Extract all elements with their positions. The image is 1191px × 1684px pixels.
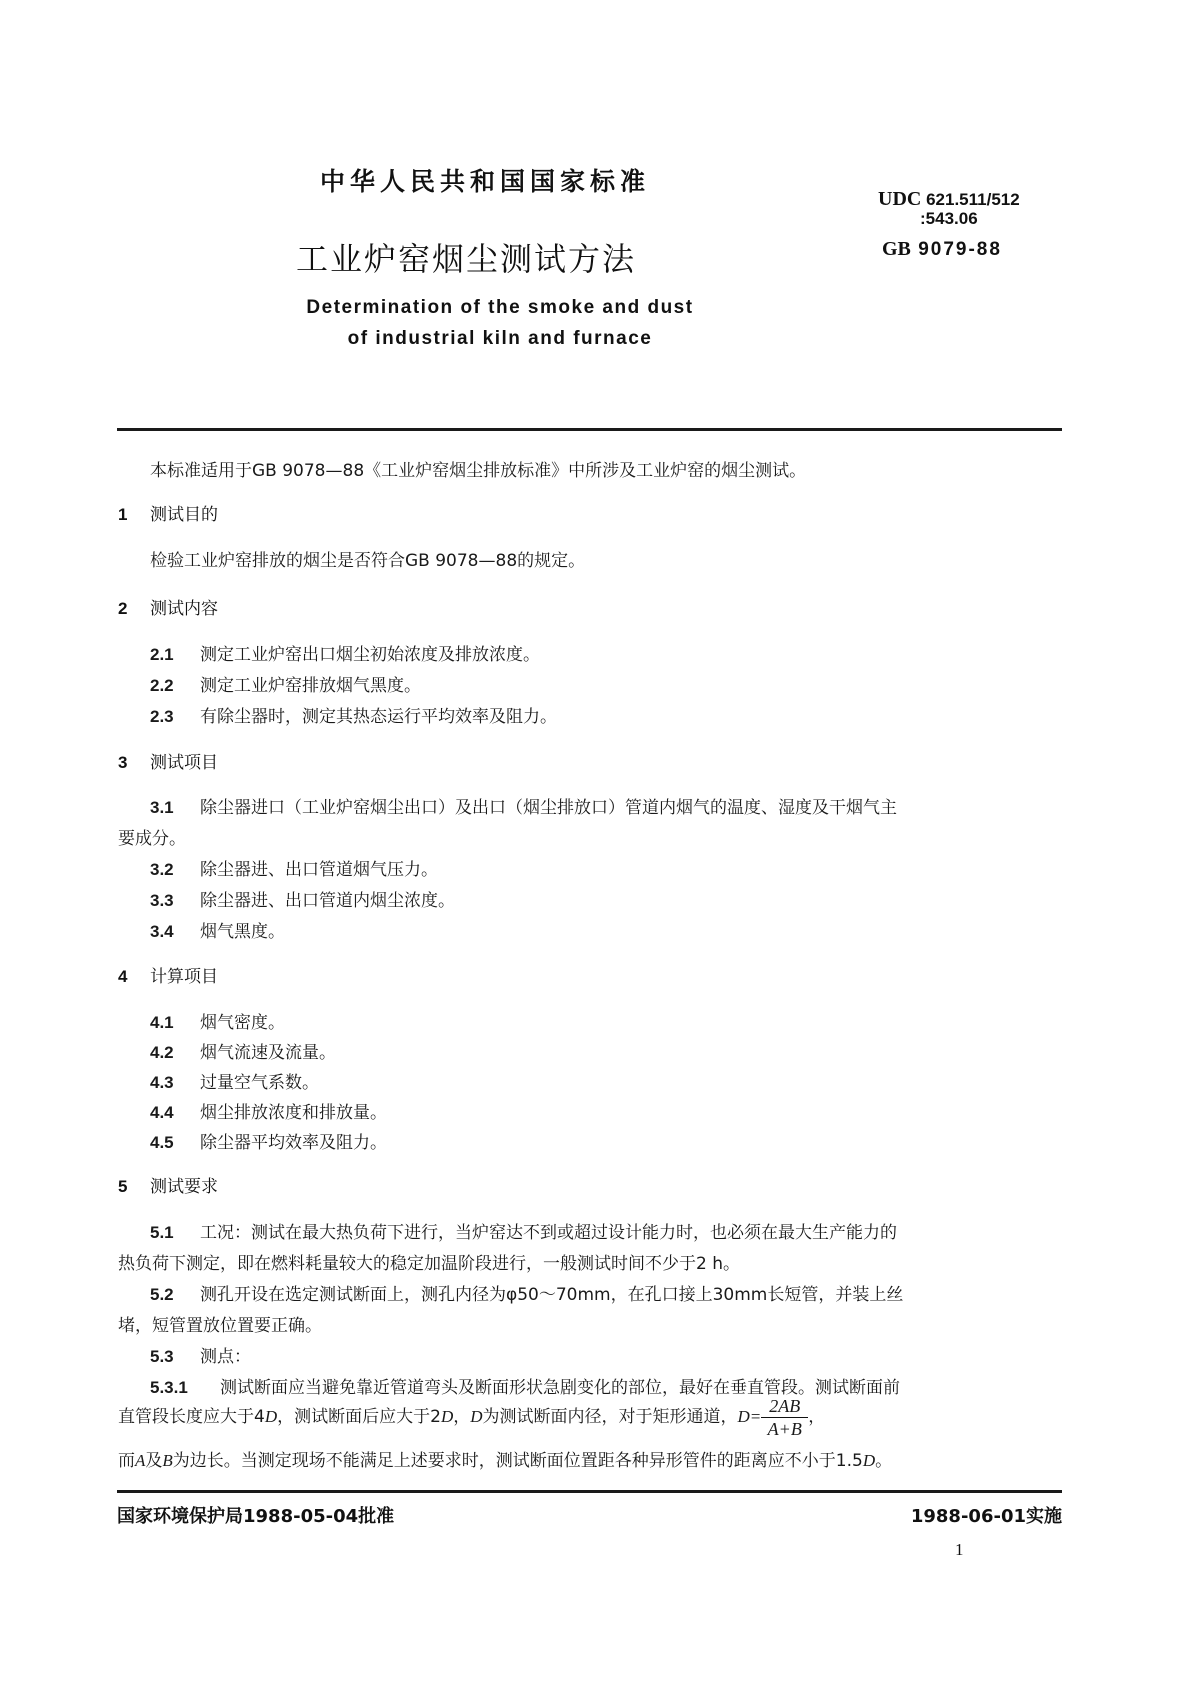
item-text: 工况：测试在最大热负荷下进行，当炉窑达不到或超过设计能力时，也必须在最大生产能力的: [200, 1223, 897, 1243]
item-number: 3.1: [150, 798, 174, 817]
approval-note: 国家环境保护局1988-05-04批准: [117, 1506, 395, 1527]
formula-lhs: D=: [737, 1407, 762, 1426]
item-number: 3.4: [150, 922, 174, 941]
title-en-line-2: of industrial kiln and furnace: [347, 328, 653, 349]
item-text: 有除尘器时，测定其热态运行平均效率及阻力。: [200, 707, 557, 727]
item-number: 3.2: [150, 860, 174, 879]
text-run: ，测试断面后应大于2: [277, 1407, 441, 1427]
item-number: 5.3.1: [150, 1378, 188, 1397]
item-text: 过量空气系数。: [200, 1073, 319, 1093]
item-text: 烟气流速及流量。: [200, 1043, 336, 1063]
section-number: 5: [118, 1177, 128, 1196]
section-1-body: 检验工业炉窑排放的烟尘是否符合GB 9078—88的规定。: [150, 551, 586, 571]
item-text: 测试断面应当避免靠近管道弯头及断面形状急剧变化的部位，最好在垂直管段。测试断面前: [220, 1378, 900, 1398]
text-run: 为测试断面内径，对于矩形通道，: [482, 1407, 738, 1427]
item-2-3: [150, 702, 557, 727]
item-4-4: [150, 1098, 387, 1123]
item-5-1: [150, 1218, 897, 1243]
formula-denominator: A+B: [767, 1418, 802, 1439]
text-run: 直管段长度应大于4: [118, 1407, 265, 1427]
item-text: 烟气黑度。: [200, 922, 285, 942]
section-number: 4: [118, 967, 128, 986]
item-text: 测定工业炉窑出口烟尘初始浓度及排放浓度。: [200, 645, 540, 665]
section-title: 测试要求: [150, 1177, 218, 1197]
section-title: 计算项目: [150, 967, 218, 987]
item-number: 2.1: [150, 645, 174, 664]
udc-prefix: UDC: [878, 188, 922, 210]
item-3-4: [150, 917, 285, 942]
item-3-1-continuation: 要成分。: [118, 829, 186, 849]
item-5-3-1-line-2: [118, 1394, 825, 1440]
national-standard-heading: 中华人民共和国国家标准: [320, 167, 651, 196]
item-text: 测孔开设在选定测试断面上，测孔内径为φ50～70mm，在孔口接上30mm长短管，并装上丝: [200, 1285, 904, 1305]
variable-d: D: [264, 1407, 278, 1426]
item-number: 5.2: [150, 1285, 174, 1304]
item-2-1: [150, 640, 540, 665]
item-number: 4.2: [150, 1043, 174, 1062]
item-5-3: [150, 1342, 251, 1367]
text-run: 及: [145, 1451, 163, 1471]
udc-line-1: 621.511/512: [926, 190, 1020, 209]
section-title: 测试内容: [150, 599, 218, 619]
item-5-2: [150, 1280, 903, 1305]
section-2-heading: [118, 594, 218, 619]
formula-fraction: [761, 1395, 808, 1440]
udc-code: [878, 190, 1020, 228]
item-number: 4.1: [150, 1013, 174, 1032]
udc-line-2: :543.06: [920, 209, 978, 228]
item-5-3-1-line-3: [118, 1446, 892, 1471]
item-text: 测点：: [200, 1347, 251, 1367]
item-text: 烟气密度。: [200, 1013, 285, 1033]
item-4-3: [150, 1068, 319, 1093]
item-text: 除尘器进口（工业炉窑烟尘出口）及出口（烟尘排放口）管道内烟气的温度、湿度及干烟气主: [200, 798, 897, 818]
text-run: 为边长。当测定现场不能满足上述要求时，测试断面位置距各种异形管件的距离应不小于1.5: [172, 1451, 863, 1471]
item-number: 4.5: [150, 1133, 174, 1152]
section-title: 测试目的: [150, 505, 218, 525]
section-1-heading: [118, 500, 218, 525]
item-text: 除尘器平均效率及阻力。: [200, 1133, 387, 1153]
section-4-heading: [118, 962, 218, 987]
item-4-2: [150, 1038, 336, 1063]
document-title-en: [200, 292, 800, 354]
text-run: ，: [453, 1407, 471, 1427]
variable-b: B: [162, 1451, 173, 1470]
section-5-heading: [118, 1172, 218, 1197]
item-number: 2.3: [150, 707, 174, 726]
section-number: 1: [118, 505, 128, 524]
item-number: 5.1: [150, 1223, 174, 1242]
formula-numerator: 2AB: [761, 1395, 808, 1418]
item-number: 4.4: [150, 1103, 174, 1122]
item-number: 2.2: [150, 676, 174, 695]
item-3-2: [150, 855, 438, 880]
item-3-3: [150, 886, 455, 911]
section-number: 2: [118, 599, 128, 618]
item-text: 除尘器进、出口管道烟气压力。: [200, 860, 438, 880]
variable-d: D: [862, 1451, 876, 1470]
item-3-1: [150, 793, 897, 818]
item-number: 4.3: [150, 1073, 174, 1092]
effective-date: 1988-06-01实施: [910, 1506, 1062, 1527]
top-divider: [117, 428, 1062, 431]
text-run: ，: [808, 1407, 826, 1427]
item-2-2: [150, 671, 421, 696]
section-title: 测试项目: [150, 753, 218, 773]
item-4-5: [150, 1128, 387, 1153]
intro-paragraph: 本标准适用于GB 9078—88《工业炉窑烟尘排放标准》中所涉及工业炉窑的烟尘测试。: [150, 461, 807, 481]
section-number: 3: [118, 753, 128, 772]
item-number: 5.3: [150, 1347, 174, 1366]
document-title-cn: 工业炉窑烟尘测试方法: [296, 240, 637, 278]
text-run: 而: [118, 1451, 135, 1471]
item-5-1-continuation: 热负荷下测定，即在燃料耗量较大的稳定加温阶段进行，一般测试时间不少于2 h。: [118, 1254, 740, 1274]
variable-d: D: [470, 1407, 483, 1426]
item-text: 测定工业炉窑排放烟气黑度。: [200, 676, 421, 696]
item-text: 烟尘排放浓度和排放量。: [200, 1103, 387, 1123]
page-number: 1: [955, 1540, 964, 1559]
variable-a: A: [135, 1451, 146, 1470]
item-5-2-continuation: 堵，短管置放位置要正确。: [118, 1316, 322, 1336]
gb-standard-number: [882, 238, 1002, 261]
item-text: 除尘器进、出口管道内烟尘浓度。: [200, 891, 455, 911]
text-run: 。: [875, 1451, 893, 1471]
bottom-divider: [117, 1490, 1062, 1493]
gb-prefix: GB: [882, 238, 911, 260]
variable-d: D: [440, 1407, 454, 1426]
item-4-1: [150, 1008, 285, 1033]
item-number: 3.3: [150, 891, 174, 910]
section-3-heading: [118, 748, 218, 773]
title-en-line-1: Determination of the smoke and dust: [306, 297, 694, 318]
gb-code: 9079-88: [918, 239, 1002, 260]
